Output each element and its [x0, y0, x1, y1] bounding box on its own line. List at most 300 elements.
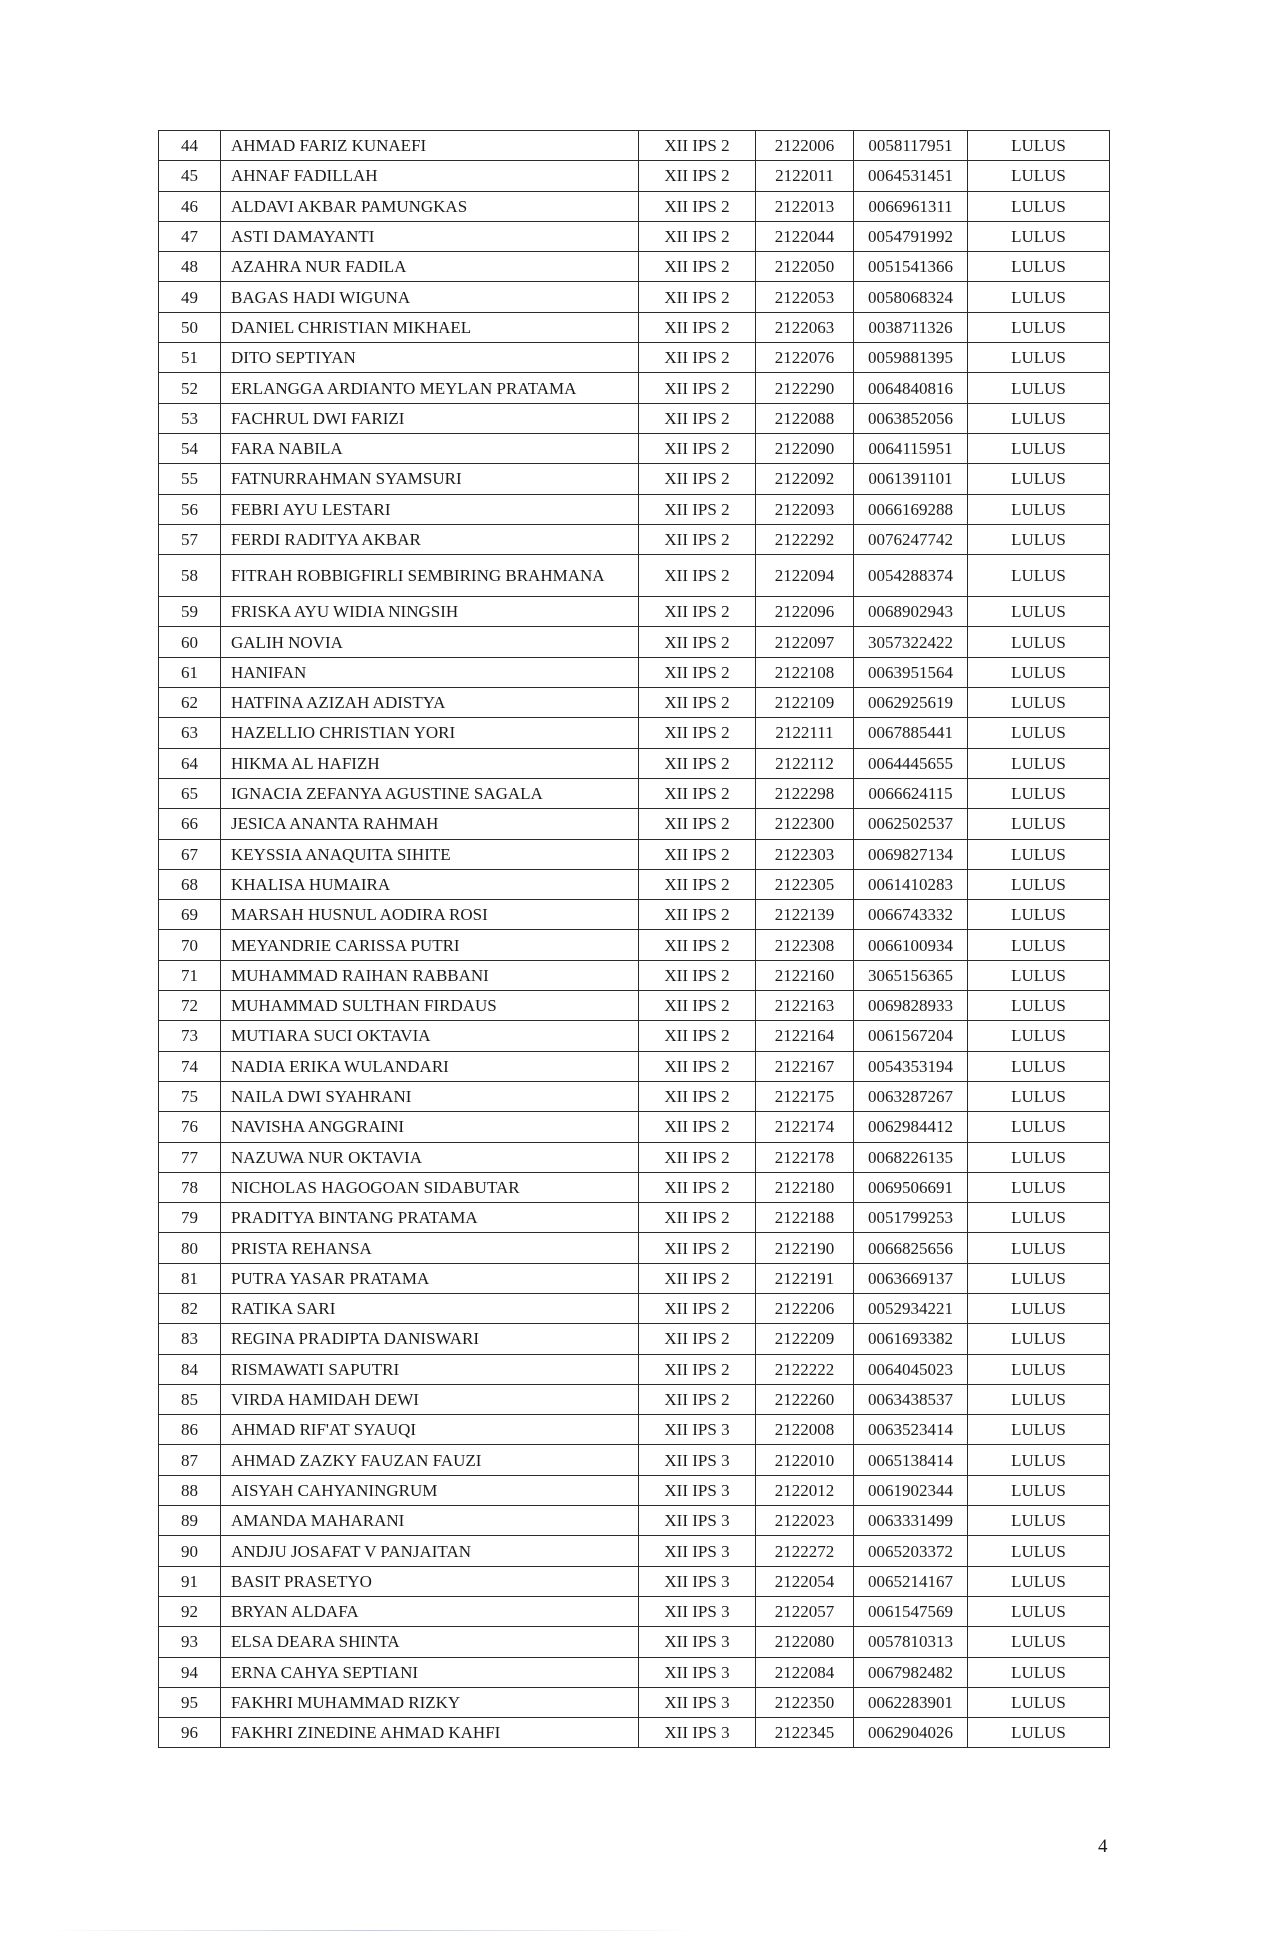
- student-name: MUTIARA SUCI OKTAVIA: [221, 1021, 639, 1051]
- graduation-status: LULUS: [968, 1627, 1110, 1657]
- class-name: XII IPS 2: [639, 131, 756, 161]
- nis-number: 2122222: [756, 1354, 854, 1384]
- nisn-number: 0038711326: [854, 312, 968, 342]
- class-name: XII IPS 2: [639, 1203, 756, 1233]
- row-number: 44: [159, 131, 221, 161]
- graduation-status: LULUS: [968, 991, 1110, 1021]
- row-number: 82: [159, 1293, 221, 1323]
- class-name: XII IPS 2: [639, 191, 756, 221]
- nisn-number: 0061902344: [854, 1475, 968, 1505]
- nis-number: 2122290: [756, 373, 854, 403]
- graduation-status: LULUS: [968, 524, 1110, 554]
- table-row: [159, 555, 1110, 597]
- graduation-status: LULUS: [968, 1596, 1110, 1626]
- graduation-status: LULUS: [968, 960, 1110, 990]
- student-name: MARSAH HUSNUL AODIRA ROSI: [221, 900, 639, 930]
- row-number: 70: [159, 930, 221, 960]
- nisn-number: 0065138414: [854, 1445, 968, 1475]
- table-row: [159, 494, 1110, 524]
- student-name: BASIT PRASETYO: [221, 1566, 639, 1596]
- class-name: XII IPS 3: [639, 1536, 756, 1566]
- nisn-number: 0064445655: [854, 748, 968, 778]
- student-name: FITRAH ROBBIGFIRLI SEMBIRING BRAHMANA: [221, 555, 639, 597]
- student-name: REGINA PRADIPTA DANISWARI: [221, 1324, 639, 1354]
- class-name: XII IPS 2: [639, 252, 756, 282]
- table-row: [159, 1566, 1110, 1596]
- class-name: XII IPS 2: [639, 464, 756, 494]
- row-number: 64: [159, 748, 221, 778]
- student-name: AZAHRA NUR FADILA: [221, 252, 639, 282]
- graduation-status: LULUS: [968, 1475, 1110, 1505]
- class-name: XII IPS 2: [639, 1384, 756, 1414]
- row-number: 54: [159, 433, 221, 463]
- table-row: [159, 524, 1110, 554]
- graduation-status: LULUS: [968, 1657, 1110, 1687]
- table-row: [159, 657, 1110, 687]
- graduation-status: LULUS: [968, 748, 1110, 778]
- table-row: [159, 1142, 1110, 1172]
- class-name: XII IPS 2: [639, 343, 756, 373]
- nisn-number: 0069827134: [854, 839, 968, 869]
- graduation-status: LULUS: [968, 930, 1110, 960]
- table-row: [159, 869, 1110, 899]
- row-number: 75: [159, 1081, 221, 1111]
- student-name: VIRDA HAMIDAH DEWI: [221, 1384, 639, 1414]
- student-name: BRYAN ALDAFA: [221, 1596, 639, 1626]
- row-number: 93: [159, 1627, 221, 1657]
- student-name: AHNAF FADILLAH: [221, 161, 639, 191]
- graduation-status: LULUS: [968, 282, 1110, 312]
- row-number: 84: [159, 1354, 221, 1384]
- graduation-status: LULUS: [968, 1718, 1110, 1748]
- table-row: [159, 900, 1110, 930]
- table-row: [159, 1021, 1110, 1051]
- nis-number: 2122300: [756, 809, 854, 839]
- class-name: XII IPS 2: [639, 282, 756, 312]
- nis-number: 2122092: [756, 464, 854, 494]
- graduation-status: LULUS: [968, 343, 1110, 373]
- nis-number: 2122111: [756, 718, 854, 748]
- nis-number: 2122260: [756, 1384, 854, 1414]
- row-number: 96: [159, 1718, 221, 1748]
- nisn-number: 0059881395: [854, 343, 968, 373]
- graduation-status: LULUS: [968, 1293, 1110, 1323]
- graduation-status: LULUS: [968, 312, 1110, 342]
- student-name: MUHAMMAD SULTHAN FIRDAUS: [221, 991, 639, 1021]
- nis-number: 2122191: [756, 1263, 854, 1293]
- row-number: 65: [159, 778, 221, 808]
- nisn-number: 0063523414: [854, 1415, 968, 1445]
- nisn-number: 0062984412: [854, 1112, 968, 1142]
- student-name: FRISKA AYU WIDIA NINGSIH: [221, 597, 639, 627]
- row-number: 62: [159, 688, 221, 718]
- table-row: [159, 1415, 1110, 1445]
- student-name: DANIEL CHRISTIAN MIKHAEL: [221, 312, 639, 342]
- table-row: [159, 778, 1110, 808]
- graduation-status: LULUS: [968, 433, 1110, 463]
- nis-number: 2122112: [756, 748, 854, 778]
- nis-number: 2122164: [756, 1021, 854, 1051]
- nisn-number: 0063951564: [854, 657, 968, 687]
- student-name: PRISTA REHANSA: [221, 1233, 639, 1263]
- nis-number: 2122190: [756, 1233, 854, 1263]
- student-name: HAZELLIO CHRISTIAN YORI: [221, 718, 639, 748]
- row-number: 63: [159, 718, 221, 748]
- row-number: 61: [159, 657, 221, 687]
- student-name: PUTRA YASAR PRATAMA: [221, 1263, 639, 1293]
- student-name: AMANDA MAHARANI: [221, 1506, 639, 1536]
- graduation-status: LULUS: [968, 1051, 1110, 1081]
- graduation-status: LULUS: [968, 1536, 1110, 1566]
- row-number: 83: [159, 1324, 221, 1354]
- nis-number: 2122010: [756, 1445, 854, 1475]
- graduation-table: [158, 130, 1110, 1748]
- graduation-status: LULUS: [968, 1021, 1110, 1051]
- table-row: [159, 1384, 1110, 1414]
- table-row: [159, 1051, 1110, 1081]
- nisn-number: 0062283901: [854, 1687, 968, 1717]
- class-name: XII IPS 2: [639, 1172, 756, 1202]
- graduation-status: LULUS: [968, 809, 1110, 839]
- table-row: [159, 627, 1110, 657]
- table-row: [159, 839, 1110, 869]
- nis-number: 2122053: [756, 282, 854, 312]
- class-name: XII IPS 2: [639, 991, 756, 1021]
- table-row: [159, 1293, 1110, 1323]
- class-name: XII IPS 2: [639, 930, 756, 960]
- page-number: 4: [1098, 1836, 1108, 1857]
- graduation-status: LULUS: [968, 1324, 1110, 1354]
- row-number: 85: [159, 1384, 221, 1414]
- nis-number: 2122272: [756, 1536, 854, 1566]
- table-row: [159, 930, 1110, 960]
- class-name: XII IPS 2: [639, 1233, 756, 1263]
- table-row: [159, 1687, 1110, 1717]
- nis-number: 2122209: [756, 1324, 854, 1354]
- nis-number: 2122167: [756, 1051, 854, 1081]
- class-name: XII IPS 3: [639, 1475, 756, 1505]
- graduation-status: LULUS: [968, 221, 1110, 251]
- graduation-status: LULUS: [968, 1506, 1110, 1536]
- graduation-status: LULUS: [968, 718, 1110, 748]
- student-name: IGNACIA ZEFANYA AGUSTINE SAGALA: [221, 778, 639, 808]
- nisn-number: 0066961311: [854, 191, 968, 221]
- student-name: FERDI RADITYA AKBAR: [221, 524, 639, 554]
- table-row: [159, 1596, 1110, 1626]
- row-number: 92: [159, 1596, 221, 1626]
- nisn-number: 0061547569: [854, 1596, 968, 1626]
- class-name: XII IPS 2: [639, 1324, 756, 1354]
- graduation-status: LULUS: [968, 688, 1110, 718]
- nis-number: 2122063: [756, 312, 854, 342]
- nis-number: 2122093: [756, 494, 854, 524]
- table-row: [159, 1718, 1110, 1748]
- row-number: 88: [159, 1475, 221, 1505]
- nis-number: 2122050: [756, 252, 854, 282]
- row-number: 72: [159, 991, 221, 1021]
- nisn-number: 0058068324: [854, 282, 968, 312]
- class-name: XII IPS 2: [639, 1021, 756, 1051]
- graduation-table-body: [159, 131, 1110, 1748]
- row-number: 69: [159, 900, 221, 930]
- table-row: [159, 1112, 1110, 1142]
- row-number: 74: [159, 1051, 221, 1081]
- row-number: 86: [159, 1415, 221, 1445]
- row-number: 50: [159, 312, 221, 342]
- nisn-number: 0054791992: [854, 221, 968, 251]
- class-name: XII IPS 2: [639, 373, 756, 403]
- class-name: XII IPS 2: [639, 403, 756, 433]
- class-name: XII IPS 2: [639, 688, 756, 718]
- graduation-status: LULUS: [968, 1384, 1110, 1414]
- class-name: XII IPS 2: [639, 524, 756, 554]
- class-name: XII IPS 2: [639, 433, 756, 463]
- table-row: [159, 252, 1110, 282]
- graduation-status: LULUS: [968, 1687, 1110, 1717]
- nis-number: 2122303: [756, 839, 854, 869]
- nisn-number: 0051799253: [854, 1203, 968, 1233]
- row-number: 89: [159, 1506, 221, 1536]
- class-name: XII IPS 2: [639, 161, 756, 191]
- table-row: [159, 1203, 1110, 1233]
- nis-number: 2122084: [756, 1657, 854, 1687]
- nisn-number: 0063331499: [854, 1506, 968, 1536]
- table-row: [159, 718, 1110, 748]
- nis-number: 2122094: [756, 555, 854, 597]
- table-row: [159, 433, 1110, 463]
- student-name: NAZUWA NUR OKTAVIA: [221, 1142, 639, 1172]
- graduation-status: LULUS: [968, 1203, 1110, 1233]
- class-name: XII IPS 2: [639, 1354, 756, 1384]
- graduation-status: LULUS: [968, 131, 1110, 161]
- nis-number: 2122178: [756, 1142, 854, 1172]
- table-row: [159, 161, 1110, 191]
- student-name: HIKMA AL HAFIZH: [221, 748, 639, 778]
- table-row: [159, 1506, 1110, 1536]
- class-name: XII IPS 2: [639, 1293, 756, 1323]
- row-number: 81: [159, 1263, 221, 1293]
- row-number: 67: [159, 839, 221, 869]
- student-name: BAGAS HADI WIGUNA: [221, 282, 639, 312]
- nis-number: 2122096: [756, 597, 854, 627]
- student-name: RATIKA SARI: [221, 1293, 639, 1323]
- row-number: 59: [159, 597, 221, 627]
- nis-number: 2122097: [756, 627, 854, 657]
- nisn-number: 0063852056: [854, 403, 968, 433]
- nisn-number: 0061410283: [854, 869, 968, 899]
- nisn-number: 0054353194: [854, 1051, 968, 1081]
- student-name: FAKHRI MUHAMMAD RIZKY: [221, 1687, 639, 1717]
- graduation-status: LULUS: [968, 403, 1110, 433]
- row-number: 76: [159, 1112, 221, 1142]
- student-name: JESICA ANANTA RAHMAH: [221, 809, 639, 839]
- class-name: XII IPS 2: [639, 657, 756, 687]
- graduation-status: LULUS: [968, 657, 1110, 687]
- row-number: 46: [159, 191, 221, 221]
- graduation-status: LULUS: [968, 627, 1110, 657]
- row-number: 95: [159, 1687, 221, 1717]
- table-row: [159, 1233, 1110, 1263]
- nisn-number: 0061693382: [854, 1324, 968, 1354]
- nisn-number: 0067982482: [854, 1657, 968, 1687]
- table-row: [159, 373, 1110, 403]
- table-row: [159, 1081, 1110, 1111]
- nisn-number: 0064045023: [854, 1354, 968, 1384]
- nis-number: 2122006: [756, 131, 854, 161]
- table-row: [159, 282, 1110, 312]
- row-number: 87: [159, 1445, 221, 1475]
- class-name: XII IPS 2: [639, 900, 756, 930]
- table-row: [159, 597, 1110, 627]
- student-name: FACHRUL DWI FARIZI: [221, 403, 639, 433]
- student-name: ASTI DAMAYANTI: [221, 221, 639, 251]
- student-name: MUHAMMAD RAIHAN RABBANI: [221, 960, 639, 990]
- nisn-number: 0057810313: [854, 1627, 968, 1657]
- nisn-number: 0067885441: [854, 718, 968, 748]
- class-name: XII IPS 2: [639, 748, 756, 778]
- graduation-status: LULUS: [968, 191, 1110, 221]
- nis-number: 2122013: [756, 191, 854, 221]
- class-name: XII IPS 2: [639, 555, 756, 597]
- graduation-status: LULUS: [968, 1112, 1110, 1142]
- table-row: [159, 1445, 1110, 1475]
- row-number: 90: [159, 1536, 221, 1566]
- nis-number: 2122023: [756, 1506, 854, 1536]
- table-row: [159, 688, 1110, 718]
- student-name: NAILA DWI SYAHRANI: [221, 1081, 639, 1111]
- scan-artifact-line: [40, 1930, 700, 1931]
- graduation-status: LULUS: [968, 252, 1110, 282]
- nisn-number: 3065156365: [854, 960, 968, 990]
- graduation-status: LULUS: [968, 1415, 1110, 1445]
- row-number: 49: [159, 282, 221, 312]
- nisn-number: 0066743332: [854, 900, 968, 930]
- student-name: FEBRI AYU LESTARI: [221, 494, 639, 524]
- class-name: XII IPS 2: [639, 839, 756, 869]
- graduation-status: LULUS: [968, 1233, 1110, 1263]
- class-name: XII IPS 2: [639, 221, 756, 251]
- nis-number: 2122163: [756, 991, 854, 1021]
- student-name: NICHOLAS HAGOGOAN SIDABUTAR: [221, 1172, 639, 1202]
- student-name: PRADITYA BINTANG PRATAMA: [221, 1203, 639, 1233]
- nis-number: 2122188: [756, 1203, 854, 1233]
- row-number: 52: [159, 373, 221, 403]
- class-name: XII IPS 2: [639, 1263, 756, 1293]
- graduation-status: LULUS: [968, 464, 1110, 494]
- nis-number: 2122298: [756, 778, 854, 808]
- nisn-number: 0064531451: [854, 161, 968, 191]
- nis-number: 2122308: [756, 930, 854, 960]
- nisn-number: 0064840816: [854, 373, 968, 403]
- nis-number: 2122206: [756, 1293, 854, 1323]
- class-name: XII IPS 2: [639, 1081, 756, 1111]
- table-row: [159, 960, 1110, 990]
- row-number: 68: [159, 869, 221, 899]
- nisn-number: 0063669137: [854, 1263, 968, 1293]
- table-row: [159, 1354, 1110, 1384]
- nisn-number: 0066624115: [854, 778, 968, 808]
- row-number: 56: [159, 494, 221, 524]
- graduation-status: LULUS: [968, 1354, 1110, 1384]
- row-number: 78: [159, 1172, 221, 1202]
- graduation-status: LULUS: [968, 1172, 1110, 1202]
- nisn-number: 0069506691: [854, 1172, 968, 1202]
- class-name: XII IPS 2: [639, 869, 756, 899]
- class-name: XII IPS 2: [639, 778, 756, 808]
- table-row: [159, 1475, 1110, 1505]
- class-name: XII IPS 3: [639, 1627, 756, 1657]
- nis-number: 2122175: [756, 1081, 854, 1111]
- student-name: NADIA ERIKA WULANDARI: [221, 1051, 639, 1081]
- row-number: 60: [159, 627, 221, 657]
- nisn-number: 0063287267: [854, 1081, 968, 1111]
- nisn-number: 0064115951: [854, 433, 968, 463]
- nis-number: 2122080: [756, 1627, 854, 1657]
- nis-number: 2122088: [756, 403, 854, 433]
- nisn-number: 0068226135: [854, 1142, 968, 1172]
- graduation-status: LULUS: [968, 1566, 1110, 1596]
- student-name: ANDJU JOSAFAT V PANJAITAN: [221, 1536, 639, 1566]
- row-number: 71: [159, 960, 221, 990]
- class-name: XII IPS 2: [639, 1112, 756, 1142]
- nisn-number: 3057322422: [854, 627, 968, 657]
- row-number: 79: [159, 1203, 221, 1233]
- table-row: [159, 1172, 1110, 1202]
- row-number: 58: [159, 555, 221, 597]
- student-name: FAKHRI ZINEDINE AHMAD KAHFI: [221, 1718, 639, 1748]
- student-name: AISYAH CAHYANINGRUM: [221, 1475, 639, 1505]
- nis-number: 2122305: [756, 869, 854, 899]
- nis-number: 2122345: [756, 1718, 854, 1748]
- table-row: [159, 1627, 1110, 1657]
- nis-number: 2122180: [756, 1172, 854, 1202]
- graduation-status: LULUS: [968, 597, 1110, 627]
- nisn-number: 0065203372: [854, 1536, 968, 1566]
- table-row: [159, 131, 1110, 161]
- student-name: KEYSSIA ANAQUITA SIHITE: [221, 839, 639, 869]
- nisn-number: 0063438537: [854, 1384, 968, 1414]
- table-row: [159, 191, 1110, 221]
- graduation-status: LULUS: [968, 839, 1110, 869]
- nisn-number: 0061391101: [854, 464, 968, 494]
- student-name: GALIH NOVIA: [221, 627, 639, 657]
- nisn-number: 0054288374: [854, 555, 968, 597]
- class-name: XII IPS 2: [639, 809, 756, 839]
- student-name: AHMAD ZAZKY FAUZAN FAUZI: [221, 1445, 639, 1475]
- nis-number: 2122054: [756, 1566, 854, 1596]
- nisn-number: 0066169288: [854, 494, 968, 524]
- student-name: HANIFAN: [221, 657, 639, 687]
- nisn-number: 0051541366: [854, 252, 968, 282]
- row-number: 94: [159, 1657, 221, 1687]
- table-row: [159, 1263, 1110, 1293]
- row-number: 45: [159, 161, 221, 191]
- nis-number: 2122008: [756, 1415, 854, 1445]
- nisn-number: 0052934221: [854, 1293, 968, 1323]
- nisn-number: 0068902943: [854, 597, 968, 627]
- graduation-status: LULUS: [968, 1445, 1110, 1475]
- class-name: XII IPS 2: [639, 960, 756, 990]
- student-name: ERLANGGA ARDIANTO MEYLAN PRATAMA: [221, 373, 639, 403]
- nisn-number: 0061567204: [854, 1021, 968, 1051]
- nis-number: 2122044: [756, 221, 854, 251]
- student-name: KHALISA HUMAIRA: [221, 869, 639, 899]
- class-name: XII IPS 2: [639, 494, 756, 524]
- table-row: [159, 343, 1110, 373]
- row-number: 47: [159, 221, 221, 251]
- nis-number: 2122076: [756, 343, 854, 373]
- student-name: RISMAWATI SAPUTRI: [221, 1354, 639, 1384]
